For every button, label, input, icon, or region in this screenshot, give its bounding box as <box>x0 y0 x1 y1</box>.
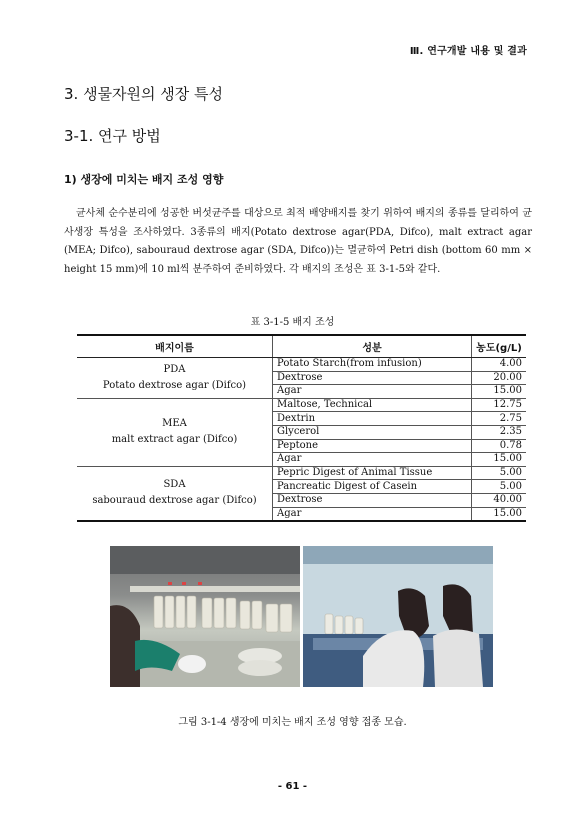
subsection-title: 3-1. 연구 방법 <box>64 127 161 145</box>
lab-bench-image <box>110 546 300 687</box>
section-title: 3. 생물자원의 생장 특성 <box>64 85 224 103</box>
concentration-cell: 5.00 <box>472 466 527 480</box>
concentration-cell: 2.35 <box>472 425 527 439</box>
concentration-cell: 5.00 <box>472 480 527 494</box>
page-number: - 61 - <box>277 781 308 792</box>
component-cell: Maltose, Technical <box>273 398 472 412</box>
photo-lab-bench <box>110 546 300 687</box>
concentration-cell: 20.00 <box>472 371 527 385</box>
medium-fullname: sabouraud dextrose agar (Difco) <box>92 495 257 507</box>
concentration-cell: 15.00 <box>472 453 527 467</box>
running-header: Ⅲ. 연구개발 내용 및 결과 <box>409 46 527 57</box>
component-cell: Pancreatic Digest of Casein <box>273 480 472 494</box>
concentration-cell: 40.00 <box>472 493 527 507</box>
component-cell: Agar <box>273 385 472 399</box>
medium-name-cell <box>77 398 273 466</box>
component-cell: Agar <box>273 507 472 521</box>
medium-fullname: malt extract agar (Difco) <box>111 434 238 446</box>
component-cell: Pepric Digest of Animal Tissue <box>273 466 472 480</box>
table-caption: 표 3-1-5 배지 조성 <box>250 317 335 328</box>
photo-clean-bench <box>303 546 493 687</box>
medium-abbrev: SDA <box>163 479 186 491</box>
header-component: 성분 <box>273 335 472 358</box>
clean-bench-image <box>303 546 493 687</box>
component-cell: Dextrose <box>273 493 472 507</box>
header-medium: 배지이름 <box>77 335 273 358</box>
medium-abbrev: PDA <box>163 363 186 375</box>
table-header-row <box>77 335 526 358</box>
component-cell: Dextrin <box>273 412 472 426</box>
component-cell: Peptone <box>273 439 472 453</box>
media-composition-table <box>77 334 526 522</box>
component-cell: Glycerol <box>273 425 472 439</box>
medium-name-cell <box>77 466 273 521</box>
table-row <box>77 358 526 372</box>
inoculation-photos <box>110 546 493 687</box>
concentration-cell: 4.00 <box>472 358 527 372</box>
medium-fullname: Potato dextrose agar (Difco) <box>102 379 247 391</box>
table-row <box>77 466 526 480</box>
concentration-cell: 0.78 <box>472 439 527 453</box>
component-cell: Agar <box>273 453 472 467</box>
figure-caption: 그림 3-1-4 생장에 미치는 배지 조성 영향 접종 모습. <box>178 717 407 728</box>
concentration-cell: 12.75 <box>472 398 527 412</box>
concentration-cell: 15.00 <box>472 385 527 399</box>
component-cell: Dextrose <box>273 371 472 385</box>
body-paragraph: 균사체 순수분리에 성공한 버섯균주를 대상으로 최적 배양배지를 찾기 위하여 배지의 종류를 달리하여 균사생장 특성을 조사하였다. 3종류의 배지(Potato dextrose agar(PDA, Difco), malt extract agar (MEA; Difco), sabouraud dextrose agar (SDA, Difco))는 멸균하여 Petri dish (bottom 60 mm × height 15 mm)에 10 ml씩 분주하여 준비하였다. 각 배지의 조성은 표 3-1-5와 같다. <box>64 208 532 275</box>
medium-name-cell <box>77 358 273 399</box>
table-row <box>77 398 526 412</box>
concentration-cell: 15.00 <box>472 507 527 521</box>
concentration-cell: 2.75 <box>472 412 527 426</box>
header-concentration: 농도(g/L) <box>472 335 527 358</box>
subsubsection-title: 1) 생장에 미치는 배지 조성 영향 <box>64 173 224 186</box>
component-cell: Potato Starch(from infusion) <box>273 358 472 372</box>
medium-abbrev: MEA <box>162 418 187 430</box>
